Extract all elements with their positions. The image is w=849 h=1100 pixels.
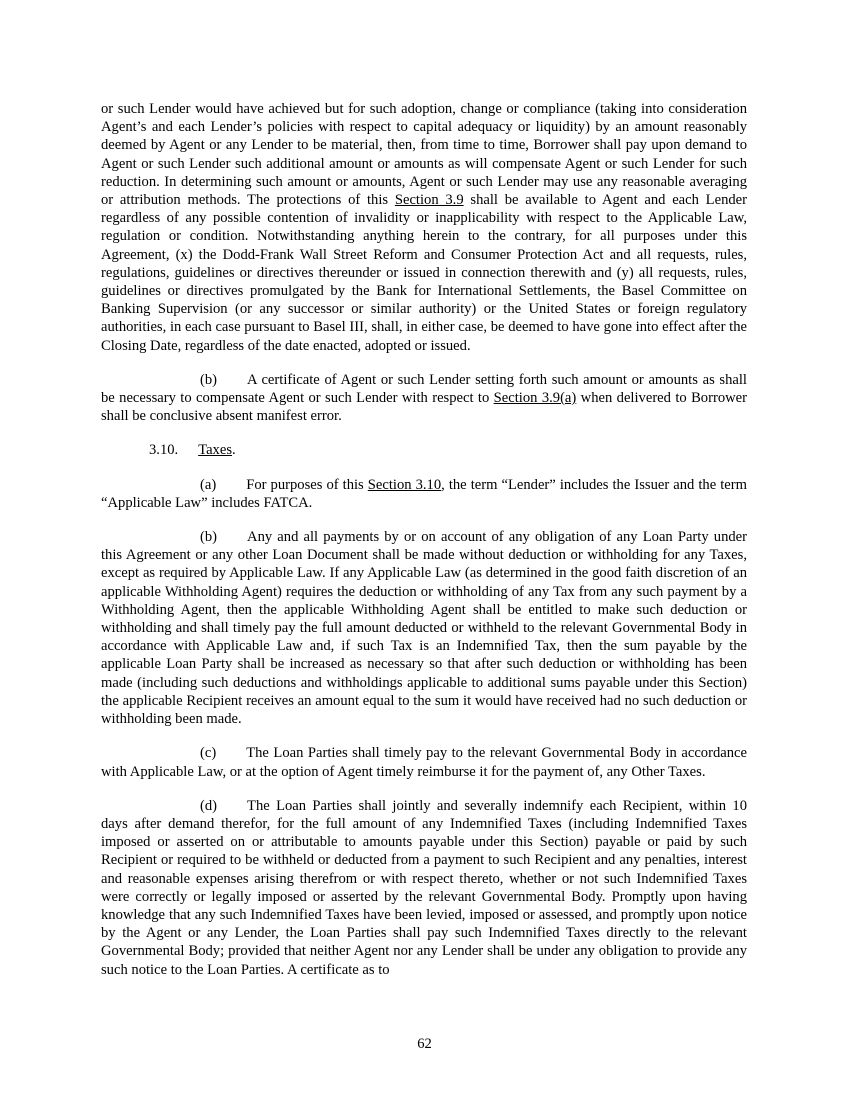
paragraph-text: or such Lender would have achieved but for such adoption, change or compliance (taking into consideration Agent’s and each Lender’s policies with respect to capital adequacy or liquidity) by an amount reasonably deemed by Agent or any Lender to be material, then, from time to time, Borrower shall pay upon demand to Agent or such Lender such additional amount or amounts as will compensate Agent or such Lender for such reduction. In determining such amount or amounts, Agent or such Lender may use any reasonable averaging or attribution methods. The protections of this	[101, 101, 747, 209]
paragraph-3-10-a	[101, 476, 747, 512]
section-reference: Section 3.9(a)	[493, 390, 577, 407]
paragraph-continuation	[101, 100, 747, 355]
page-number: 62	[417, 1036, 432, 1052]
section-title-period: .	[232, 442, 236, 459]
section-title: Taxes	[198, 442, 233, 459]
paragraph-text: Any and all payments by or on account of any obligation of any Loan Party under this Agreement or any other Loan Document shall be made without deduction or withholding for any Taxes, except as required by Applicable Law. If any Applicable Law (as determined in the good faith discretion of an applicable Withholding Agent) requires the deduction or withholding of any Tax from any such payment by a Withholding Agent, then the applicable Withholding Agent shall be entitled to make such deduction or withholding and shall timely pay the full amount deducted or withheld to the relevant Governmental Body in accordance with Applicable Law and, if such Tax is an Indemnified Tax, then the sum payable by the applicable Loan Party shall be increased as necessary so that after such deduction or withholding has been made (including such deductions and withholdings applicable to additional sums payable under this Section) the applicable Recipient receives an amount equal to the sum it would have received had no such deduction or withholding been made.	[101, 529, 747, 728]
paragraph-label: (b)	[200, 529, 218, 546]
section-number: 3.10.	[149, 442, 179, 459]
paragraph-3-10-c	[101, 744, 747, 780]
document-page	[101, 100, 747, 995]
paragraph-label: (a)	[200, 476, 217, 493]
paragraph-text: when delivered to Borrower shall be conclusive absent manifest error.	[101, 390, 747, 425]
paragraph-label: (d)	[200, 797, 218, 814]
paragraph-text: , the term “Lender” includes the Issuer and the term “Applicable Law” includes FATCA.	[101, 476, 747, 511]
paragraph-3-9-b	[101, 371, 747, 426]
paragraph-3-10-d	[101, 797, 747, 979]
paragraph-text: The Loan Parties shall timely pay to the relevant Governmental Body in accordance with Applicable Law, or at the option of Agent timely reimburse it for the payment of, any Other Taxes.	[101, 745, 747, 780]
paragraph-label: (c)	[200, 745, 217, 762]
paragraph-text: shall be available to Agent and each Lender regardless of any possible contention of invalidity or inapplicability with respect to the Applicable Law, regulation or condition. Notwithstanding anything herein to the contrary, for all purposes under this Agreement, (x) the Dodd-Frank Wall Street Reform and Consumer Protection Act and all requests, rules, regulations, guidelines or directives thereunder or issued in connection therewith and (y) all requests, rules, guidelines or directives promulgated by the Bank for International Settlements, the Basel Committee on Banking Supervision (or any successor or similar authority) or the United States or foreign regulatory authorities, in each case pursuant to Basel III, shall, in either case, be deemed to have gone into effect after the Closing Date, regardless of the date enacted, adopted or issued.	[101, 192, 748, 354]
paragraph-text: For purposes of this	[246, 476, 368, 493]
section-reference: Section 3.9	[394, 192, 464, 209]
paragraph-3-10-b	[101, 528, 747, 728]
paragraph-text: A certificate of Agent or such Lender setting forth such amount or amounts as shall be necessary to compensate Agent or such Lender with respect to	[101, 371, 747, 407]
paragraph-text: The Loan Parties shall jointly and severally indemnify each Recipient, within 10 days after demand therefor, for the full amount of any Indemnified Taxes (including Indemnified Taxes imposed or asserted on or attributable to amounts payable under this Section) payable or paid by such Recipient or required to be withheld or deducted from a payment to such Recipient and any penalties, interest and reasonable expenses arising therefrom or with respect thereto, whether or not such Indemnified Taxes were correctly or legally imposed or asserted by the relevant Governmental Body. Promptly upon having knowledge that any such Indemnified Taxes have been levied, imposed or assessed, and promptly upon notice by the Agent or any Lender, the Loan Parties shall pay such Indemnified Taxes directly to the relevant Governmental Body; provided that neither Agent nor any Lender shall be under any obligation to provide any such notice to the Loan Parties. A certificate as to	[101, 797, 747, 978]
section-reference: Section 3.10	[367, 476, 442, 493]
paragraph-label: (b)	[200, 371, 218, 388]
section-heading-3-10	[149, 441, 747, 459]
